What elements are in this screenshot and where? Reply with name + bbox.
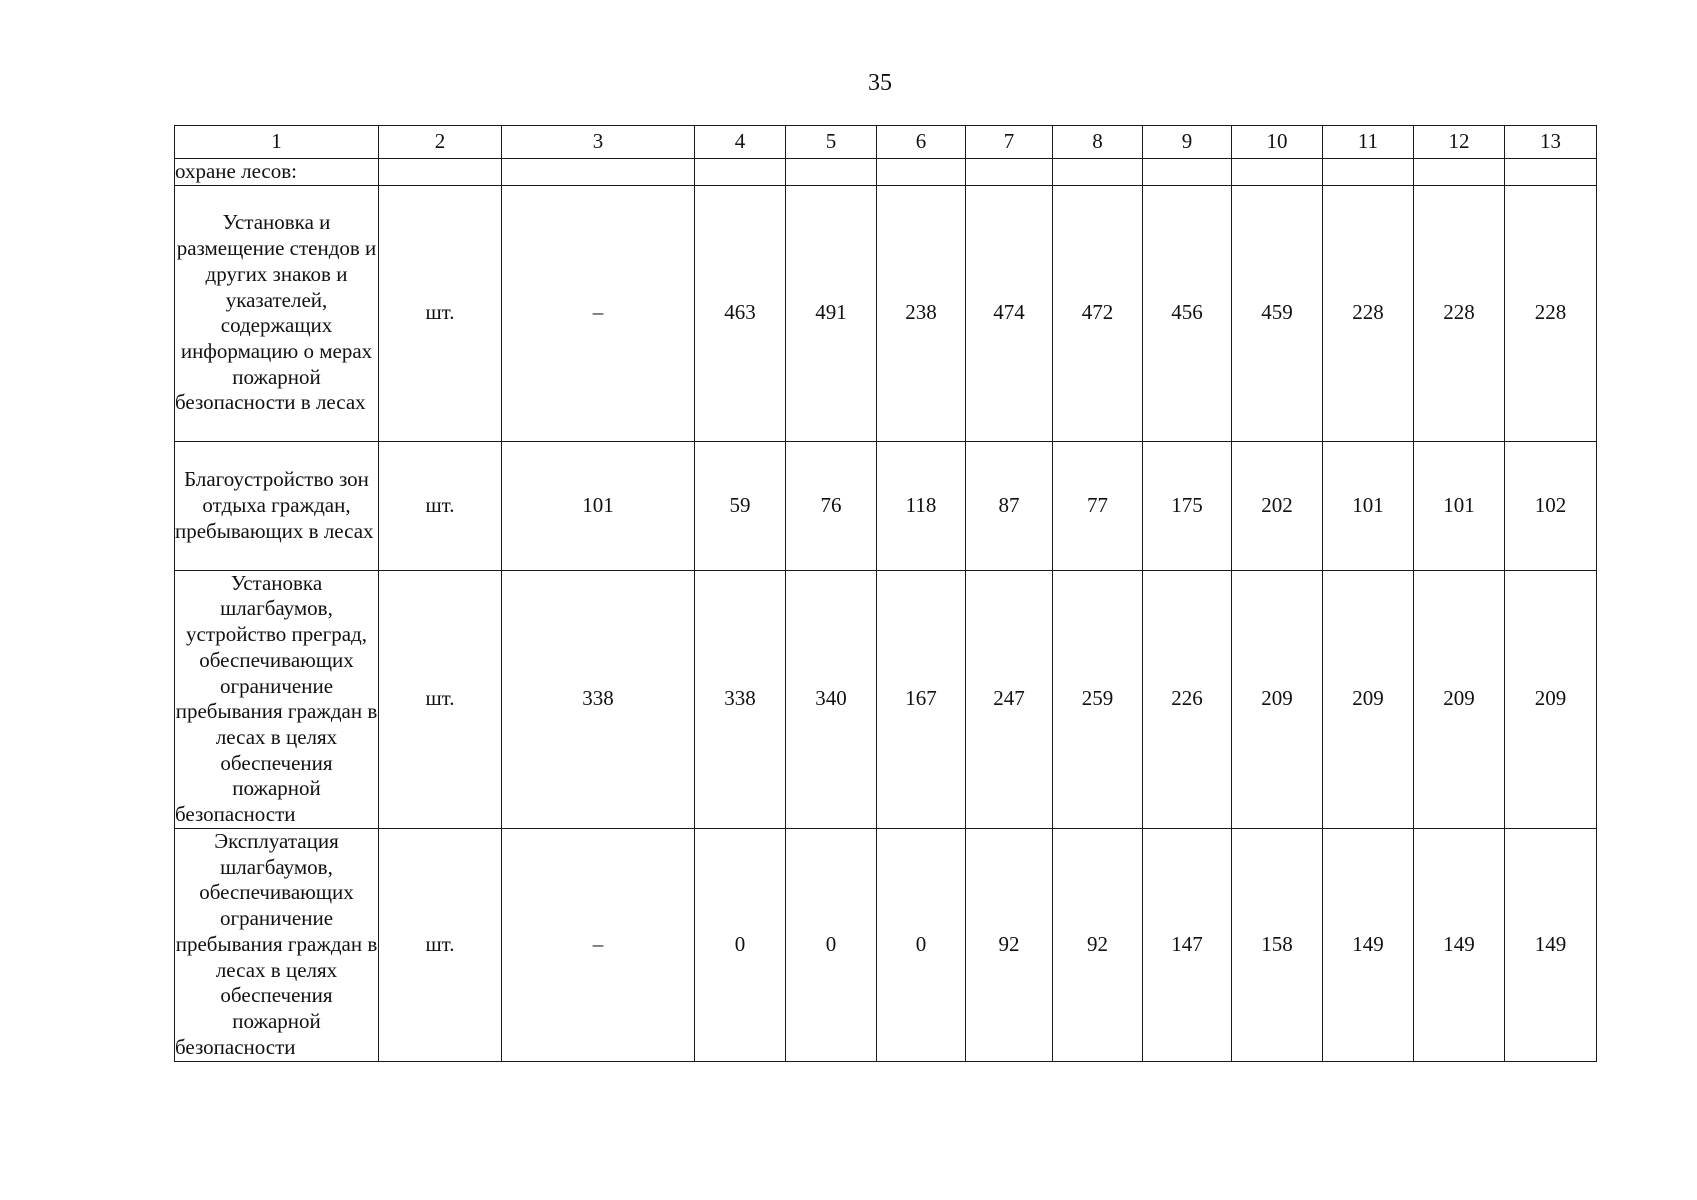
value-cell: 491 [786, 185, 877, 441]
empty-cell [502, 159, 695, 186]
value-cell: 472 [1053, 185, 1143, 441]
data-table [174, 125, 1597, 1062]
value-cell: 76 [786, 441, 877, 570]
unit-cell: шт. [379, 185, 502, 441]
header-cell: 11 [1323, 126, 1414, 159]
empty-cell [1505, 159, 1597, 186]
value-cell: 101 [1323, 441, 1414, 570]
value-cell: 59 [695, 441, 786, 570]
empty-cell [1232, 159, 1323, 186]
header-cell: 10 [1232, 126, 1323, 159]
header-cell: 6 [877, 126, 966, 159]
row-name: Благоустройство зон отдыха граждан, пребывающих в лесах [175, 441, 379, 570]
value-cell: 149 [1505, 828, 1597, 1061]
value-cell: 226 [1143, 570, 1232, 828]
header-row [175, 126, 1597, 159]
empty-cell [966, 159, 1053, 186]
value-cell: 228 [1505, 185, 1597, 441]
value-cell: 228 [1414, 185, 1505, 441]
header-cell: 5 [786, 126, 877, 159]
value-cell: 238 [877, 185, 966, 441]
empty-cell [1323, 159, 1414, 186]
value-cell: 463 [695, 185, 786, 441]
header-cell: 2 [379, 126, 502, 159]
value-cell: 340 [786, 570, 877, 828]
header-cell: 12 [1414, 126, 1505, 159]
value-cell: 101 [502, 441, 695, 570]
value-cell: 92 [1053, 828, 1143, 1061]
value-cell: 175 [1143, 441, 1232, 570]
value-cell: 101 [1414, 441, 1505, 570]
value-cell: 0 [877, 828, 966, 1061]
empty-cell [695, 159, 786, 186]
empty-cell [1143, 159, 1232, 186]
value-cell: 209 [1505, 570, 1597, 828]
value-cell: 228 [1323, 185, 1414, 441]
value-cell: 87 [966, 441, 1053, 570]
header-cell: 4 [695, 126, 786, 159]
value-cell: 118 [877, 441, 966, 570]
value-cell: 149 [1414, 828, 1505, 1061]
unit-cell: шт. [379, 570, 502, 828]
unit-cell: шт. [379, 441, 502, 570]
value-cell: 0 [786, 828, 877, 1061]
value-cell: 338 [502, 570, 695, 828]
value-cell: 456 [1143, 185, 1232, 441]
section-label: охране лесов: [175, 159, 379, 186]
row-name: Эксплуатация шлагбаумов, обеспечивающих ограничение пребывания граждан в лесах в целях обеспечения пожарной безопасности [175, 828, 379, 1061]
value-cell: 459 [1232, 185, 1323, 441]
value-cell: 77 [1053, 441, 1143, 570]
value-cell: 209 [1414, 570, 1505, 828]
value-cell: 158 [1232, 828, 1323, 1061]
header-cell: 8 [1053, 126, 1143, 159]
table-row [175, 828, 1597, 1061]
header-cell: 7 [966, 126, 1053, 159]
value-cell: 147 [1143, 828, 1232, 1061]
empty-cell [786, 159, 877, 186]
empty-cell [379, 159, 502, 186]
empty-cell [1053, 159, 1143, 186]
value-cell: – [502, 185, 695, 441]
value-cell: 0 [695, 828, 786, 1061]
header-cell: 1 [175, 126, 379, 159]
value-cell: – [502, 828, 695, 1061]
header-cell: 9 [1143, 126, 1232, 159]
unit-cell: шт. [379, 828, 502, 1061]
value-cell: 247 [966, 570, 1053, 828]
value-cell: 209 [1232, 570, 1323, 828]
empty-cell [1414, 159, 1505, 186]
value-cell: 149 [1323, 828, 1414, 1061]
row-name: Установка и размещение стендов и других знаков и указателей, содержащих информацию о мерах пожарной безопасности в лесах [175, 185, 379, 441]
value-cell: 259 [1053, 570, 1143, 828]
table-row [175, 441, 1597, 570]
value-cell: 338 [695, 570, 786, 828]
page-number: 35 [868, 70, 892, 96]
empty-cell [877, 159, 966, 186]
value-cell: 202 [1232, 441, 1323, 570]
header-cell: 3 [502, 126, 695, 159]
value-cell: 474 [966, 185, 1053, 441]
row-name: Установка шлагбаумов, устройство преград, обеспечивающих ограничение пребывания граждан в лесах в целях обеспечения пожарной безопасности [175, 570, 379, 828]
section-row [175, 159, 1597, 186]
header-cell: 13 [1505, 126, 1597, 159]
value-cell: 92 [966, 828, 1053, 1061]
table-row [175, 185, 1597, 441]
value-cell: 167 [877, 570, 966, 828]
table-row [175, 570, 1597, 828]
value-cell: 102 [1505, 441, 1597, 570]
value-cell: 209 [1323, 570, 1414, 828]
